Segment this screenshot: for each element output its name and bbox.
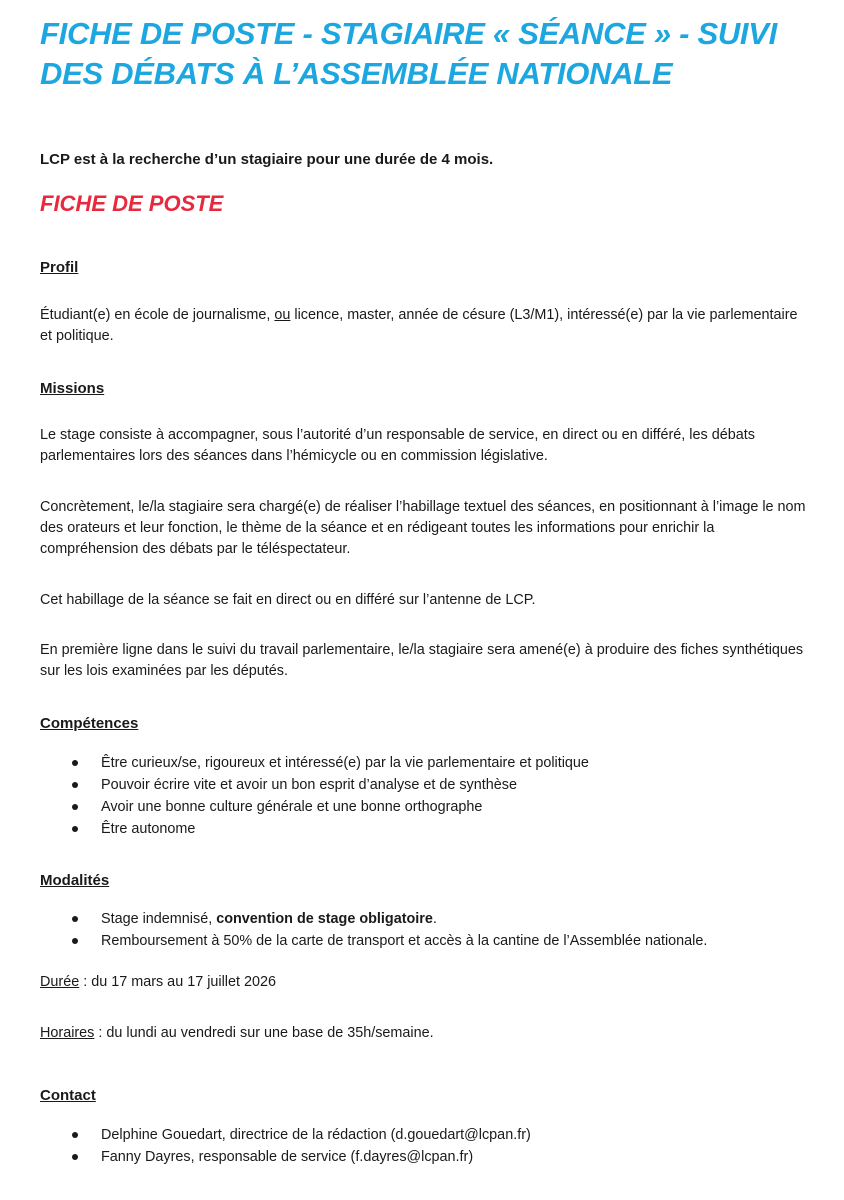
list-item: Remboursement à 50% de la carte de transport et accès à la cantine de l’Assemblée nationale. xyxy=(40,930,707,952)
horaires-line: Horaires : du lundi au vendredi sur une base de 35h/semaine. xyxy=(40,1025,434,1041)
missions-paragraph-4: En première ligne dans le suivi du travail parlementaire, le/la stagiaire sera amené(e) à produire des fiches synthétiques sur les lois examinées par les députés. xyxy=(40,642,804,679)
list-item: Être curieux/se, rigoureux et intéressé(e) par la vie parlementaire et politique xyxy=(40,752,589,774)
list-item: Être autonome xyxy=(40,818,589,840)
competences-list xyxy=(40,752,589,840)
duree-line: Durée : du 17 mars au 17 juillet 2026 xyxy=(40,974,276,990)
list-item: Fanny Dayres, responsable de service (f.dayres@lcpan.fr) xyxy=(40,1146,531,1168)
contact-list xyxy=(40,1124,531,1168)
missions-paragraph-2: Concrètement, le/la stagiaire sera chargé(e) de réaliser l’habillage textuel des séances, en positionnant à l’image le nom des orateurs et leur fonction, le thème de la séance et en rédigeant toutes les informations pour enrichir la compréhension des débats par le téléspectateur. xyxy=(40,499,806,557)
list-item: Avoir une bonne culture générale et une bonne orthographe xyxy=(40,796,589,818)
section-subtitle: FICHE DE POSTE xyxy=(40,191,224,216)
list-item: Stage indemnisé, convention de stage obligatoire. xyxy=(40,908,707,930)
page-title: FICHE DE POSTE - STAGIAIRE « SÉANCE » - SUIVI DES DÉBATS À L’ASSEMBLÉE NATIONALE xyxy=(40,16,777,91)
profil-text: Étudiant(e) en école de journalisme, ou licence, master, année de césure (L3/M1), intéressé(e) par la vie parlementaire et politique. xyxy=(40,307,798,344)
competences-heading: Compétences xyxy=(40,715,139,732)
list-item: Delphine Gouedart, directrice de la rédaction (d.gouedart@lcpan.fr) xyxy=(40,1124,531,1146)
missions-paragraph-1: Le stage consiste à accompagner, sous l’autorité d’un responsable de service, en direct ou en différé, les débats parlementaires lors des séances dans l’hémicycle ou en commission législative. xyxy=(40,427,755,464)
intro-text: LCP est à la recherche d’un stagiaire pour une durée de 4 mois. xyxy=(40,151,494,168)
list-item: Pouvoir écrire vite et avoir un bon esprit d’analyse et de synthèse xyxy=(40,774,589,796)
missions-heading: Missions xyxy=(40,380,105,397)
profil-heading: Profil xyxy=(40,259,79,276)
modalites-heading: Modalités xyxy=(40,872,110,889)
missions-paragraph-3: Cet habillage de la séance se fait en direct ou en différé sur l’antenne de LCP. xyxy=(40,592,536,608)
modalites-list xyxy=(40,908,707,952)
contact-heading: Contact xyxy=(40,1087,96,1104)
